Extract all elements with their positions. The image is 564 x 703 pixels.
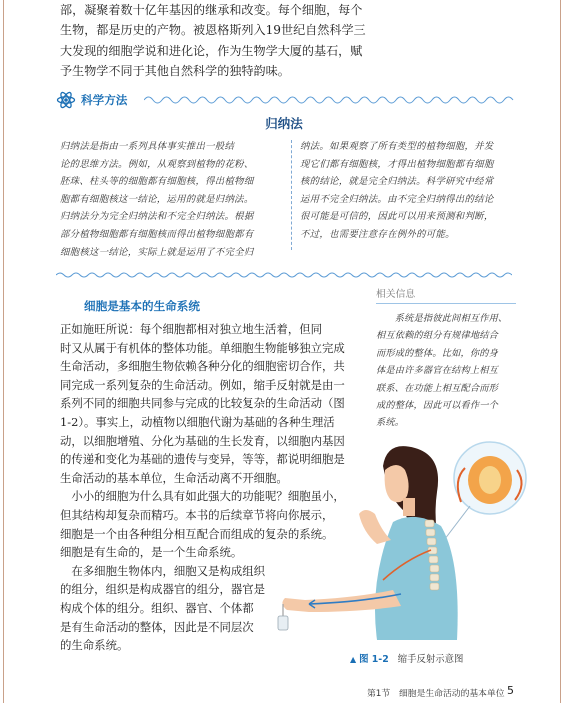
method-line: 很可能是可信的，因此可以用来预测和判断， — [300, 211, 494, 223]
body-line: 时又从属于有机体的整体功能。单细胞生物能够独立完成 — [60, 340, 345, 355]
body-line: 细胞是有生命的，是一个生命系统。 — [60, 545, 243, 560]
aside-line: 联系、在功能上相互配合而形 — [376, 382, 499, 394]
method-line: 现它们都有细胞核，才得出植物细胞都有细胞 — [300, 158, 494, 170]
body-line: 1-2）。事实上，动植物以细胞代谢为基础的各种生理活 — [60, 414, 335, 429]
body-line: 小小的细胞为什么具有如此强大的功能呢？细胞虽小， — [60, 489, 345, 504]
method-header — [56, 90, 516, 110]
page-footer — [367, 686, 527, 699]
body-line: 构成个体的组分。组织、器官、个体都 — [60, 600, 254, 615]
section-heading: 细胞是基本的生命系统 — [84, 299, 200, 313]
aside-line: 而形成的整体。比如，你的身 — [376, 347, 499, 359]
body-line: 动，以细胞增殖、分化为基础的生长发育，以细胞内基因 — [60, 433, 345, 448]
spinal-cord-inset — [454, 442, 526, 514]
method-title: 科学方法 — [81, 93, 128, 107]
method-line: 细胞核这一结论，实际上就是运用了不完全归 — [60, 246, 254, 258]
method-line: 部分植物细胞都有细胞核而得出植物细胞都有 — [60, 228, 254, 240]
figure-caption — [350, 651, 463, 665]
reflex-illustration — [265, 440, 535, 655]
method-line: 归纳法分为完全归纳法和不完全归纳法。根据 — [60, 211, 254, 223]
aside-title: 相关信息 — [376, 289, 416, 300]
aside-line: 成的整体，因此可以看作一个 — [376, 400, 499, 412]
body-line: 的生命系统。 — [60, 638, 129, 653]
aside-rule — [376, 303, 516, 304]
body-line: 生命活动的基本单位，生命活动离不开细胞。 — [60, 470, 288, 485]
method-line: 运用不完全归纳法。由不完全归纳得出的结论 — [300, 193, 494, 205]
method-box — [56, 112, 512, 270]
figure-number: 图 1-2 — [359, 654, 389, 665]
body-line: 的传递和变化为基础的遗传与变异，等等，都说明细胞是 — [60, 452, 345, 467]
triangle-marker-icon: ▲ — [350, 655, 357, 664]
intro-line: 予生物学不同于其他自然科学的独特韵味。 — [60, 64, 290, 79]
column-divider — [291, 140, 292, 250]
page-edge-right — [560, 0, 561, 703]
body-line: 是有生命活动的整体，因此是不同层次 — [60, 619, 254, 634]
method-bottom-wave — [56, 270, 512, 280]
body-line: 同完成一系列复杂的生命活动。例如，缩手反射就是由一 — [60, 377, 345, 392]
body-line: 生命活动，多细胞生物依赖各种分化的细胞密切合作，共 — [60, 359, 345, 374]
method-line: 核的结论，就是完全归纳法。科学研究中经常 — [300, 176, 494, 188]
related-info-aside — [376, 286, 516, 432]
intro-line: 部，凝聚着数十亿年基因的继承和改变。每个细胞，每个 — [60, 3, 363, 17]
intro-line: 生物，都是历史的产物。被恩格斯列入19世纪自然科学三 — [60, 23, 366, 38]
footer-chapter: 第1节 细胞是生命活动的基本单位 — [367, 689, 505, 699]
method-column-right — [300, 138, 512, 244]
body-line: 的组分，组织是构成器官的组分，器官是 — [60, 582, 266, 597]
body-line: 系列不同的细胞共同参与完成的比较复杂的生命活动（图 — [60, 396, 345, 411]
method-line: 论的思维方法。例如，从观察到植物的花粉、 — [60, 158, 254, 170]
body-line: 在多细胞生物体内，细胞又是构成组织 — [60, 563, 266, 578]
atom-icon — [56, 90, 76, 110]
aside-body — [376, 310, 516, 432]
page-number: 5 — [507, 684, 514, 697]
method-line: 不过，也需要注意存在例外的可能。 — [300, 228, 455, 240]
aside-line: 系统。 — [376, 417, 405, 429]
person-figure — [282, 446, 457, 640]
method-column-left — [60, 138, 280, 261]
body-line: 细胞是一个由各种组分相互配合而组成的复杂的系统。 — [60, 526, 334, 541]
aside-line: 系统是指彼此间相互作用、 — [376, 313, 508, 324]
method-line: 归纳法是指由一系列具体事实推出一般结 — [60, 141, 235, 152]
wave-divider — [144, 94, 514, 106]
aside-line: 相互依赖的组分有规律地结合 — [376, 330, 499, 342]
body-line: 但其结构却复杂而精巧。本书的后续章节将向你展示， — [60, 507, 334, 522]
method-line: 纳法。如果观察了所有类型的植物细胞，并发 — [300, 141, 494, 152]
method-line: 胞都有细胞核这一结论，运用的就是归纳法。 — [60, 193, 254, 205]
aside-line: 体是由许多器官在结构上相互 — [376, 365, 499, 377]
intro-paragraph — [60, 0, 508, 82]
body-line: 正如施旺所说：每个细胞都相对独立地生活着，但同 — [60, 322, 322, 336]
method-subtitle: 归纳法 — [265, 116, 303, 131]
method-line: 胚珠、柱头等的细胞都有细胞核，得出植物细 — [60, 176, 254, 188]
intro-line: 大发现的细胞学说和进化论，作为生物学大厦的基石，赋 — [60, 43, 363, 58]
page-edge-left — [3, 0, 4, 703]
figure-caption-text: 缩手反射示意图 — [397, 654, 464, 665]
